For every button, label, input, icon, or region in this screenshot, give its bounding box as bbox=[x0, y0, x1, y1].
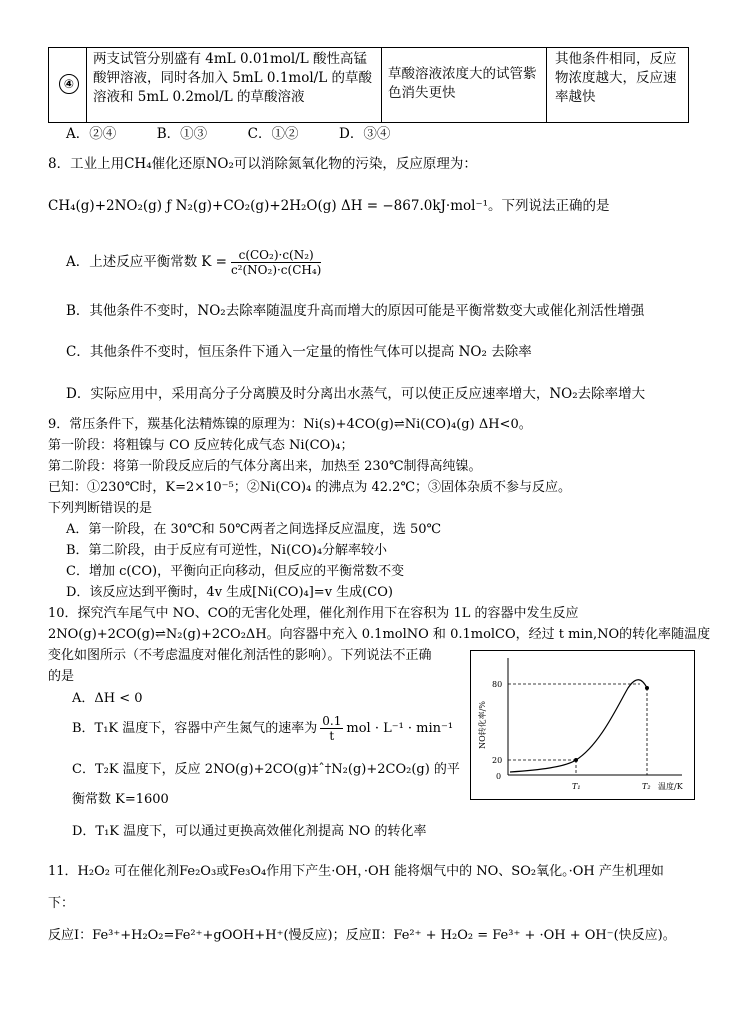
q9-option-a: A．第一阶段，在 30℃和 50℃两者之间选择反应温度，选 50℃ bbox=[66, 522, 442, 537]
q8-option-d: D．实际应用中，采用高分子分离膜及时分离出水蒸气，可以使正反应速率增大，NO₂去除率增大 bbox=[66, 386, 646, 402]
rate-denominator: t bbox=[329, 728, 335, 743]
q9-stage-one: 第一阶段：将粗镍与 CO 反应转化成气态 Ni(CO)₄； bbox=[48, 438, 354, 453]
graph-frame bbox=[471, 651, 695, 800]
fraction-numerator: c(CO₂)·c(N₂) bbox=[231, 248, 321, 263]
tick-80: 80 bbox=[492, 680, 503, 689]
q8-option-b: B．其他条件不变时，NO₂去除率随温度升高而增大的原因可能是平衡常数变大或催化剂活性增强 bbox=[66, 303, 645, 319]
q8-option-a bbox=[66, 242, 321, 282]
q10-stem-line2: 2NO(g)+2CO(g)⇌N₂(g)+2CO₂ΔH。向容器中充入 0.1molNO 和 0.1molCO，经过 t min,NO的转化率随温度 bbox=[48, 627, 711, 642]
tick-t2: T₂ bbox=[642, 782, 651, 791]
table-cell-conclusion: 其他条件相同，反应物浓度越大，反应速率越快 bbox=[555, 51, 677, 105]
q9-stem: 9．常压条件下，羰基化法精炼镍的原理为：Ni(s)+4CO(g)⇌Ni(CO)₄(g) ΔH<0。 bbox=[48, 417, 532, 432]
q8-a-prefix: A．上述反应平衡常数 bbox=[66, 254, 198, 270]
rate-numerator: 0.1 bbox=[322, 713, 342, 728]
q11-reactions: 反应Ⅰ：Fe³⁺+H₂O₂=Fe²⁺+gOOH+H⁺(慢反应)；反应Ⅱ：Fe²⁺ + H₂O₂ = Fe³⁺ + ·OH + OH⁻(快反应)。 bbox=[48, 928, 676, 943]
conversion-curve bbox=[510, 680, 647, 772]
q9-option-d: D．该反应达到平衡时，4v 生成[Ni(CO)₄]=v 生成(CO) bbox=[66, 585, 393, 600]
q10-option-b bbox=[72, 708, 453, 748]
tick-t1: T₁ bbox=[572, 782, 581, 791]
q10-b-prefix: B．T₁K 温度下，容器中产生氮气的速率为 bbox=[72, 720, 318, 736]
q10-option-c-line2: 衡常数 K=1600 bbox=[72, 792, 169, 807]
q10-option-a: A．ΔH < 0 bbox=[72, 691, 143, 706]
q10-stem-line1: 10．探究汽车尾气中 NO、CO的无害化处理，催化剂作用下在容积为 1L 的容器中发生反应 bbox=[48, 606, 579, 621]
q10-option-c-line1: C．T₂K 温度下，反应 2NO(g)+2CO(g)‡ˆ†N₂(g)+2CO₂(g) 的平 bbox=[72, 762, 460, 777]
q9-stage-two: 第二阶段：将第一阶段反应后的气体分离出来，加热至 230℃制得高纯镍。 bbox=[48, 459, 482, 474]
q8-a-k: K = bbox=[201, 254, 227, 270]
point-t1 bbox=[574, 758, 578, 762]
q10-option-d: D．T₁K 温度下，可以通过更换高效催化剂提高 NO 的转化率 bbox=[72, 824, 427, 839]
table-cell-phenomenon: 草酸溶液浓度大的试管紫色消失更快 bbox=[388, 66, 537, 101]
q8-equation: CH₄(g)+2NO₂(g) ƒ N₂(g)+CO₂(g)+2H₂O(g) ΔH = −867.0kJ·mol⁻¹。下列说法正确的是 bbox=[48, 198, 610, 214]
equilibrium-constant-fraction bbox=[231, 248, 321, 277]
q10-stem-line4: 的是 bbox=[48, 669, 75, 684]
no-conversion-graph bbox=[470, 650, 695, 800]
q11-stem-line1: 11．H₂O₂ 可在催化剂Fe₂O₃或Fe₃O₄作用下产生·OH，·OH 能将烟气中的 NO、SO₂氧化。·OH 产生机理如 bbox=[48, 864, 664, 879]
table-cell-procedure: 两支试管分别盛有 4mL 0.01mol/L 酸性高锰酸钾溶液，同时各加入 5mL 0.1mol/L 的草酸溶液和 5mL 0.2mol/L 的草酸溶液 bbox=[93, 51, 372, 105]
fraction-denominator: c²(NO₂)·c(CH₄) bbox=[230, 262, 322, 277]
q10-b-unit: mol · L⁻¹ · min⁻¹ bbox=[346, 720, 454, 736]
experiment-table-row bbox=[48, 47, 689, 123]
q9-option-b: B．第二阶段，由于反应有可逆性，Ni(CO)₄分解率较小 bbox=[66, 543, 388, 558]
q7-options: A．②④ B．①③ C．①② D．③④ bbox=[66, 126, 391, 142]
row-number: ④ bbox=[59, 74, 79, 94]
q9-question: 下列判断错误的是 bbox=[48, 501, 153, 516]
point-t2 bbox=[645, 686, 649, 690]
x-axis-label: 温度/K bbox=[658, 782, 683, 791]
tick-0: 0 bbox=[496, 772, 502, 781]
q9-option-c: C．增加 c(CO)，平衡向正向移动，但反应的平衡常数不变 bbox=[66, 564, 405, 579]
q8-option-c: C．其他条件不变时，恒压条件下通入一定量的惰性气体可以提高 NO₂ 去除率 bbox=[66, 344, 532, 360]
rate-fraction bbox=[320, 714, 343, 743]
q11-stem-line2: 下： bbox=[48, 896, 75, 911]
y-axis-label: NO转化率/% bbox=[478, 701, 487, 749]
q9-known: 已知：①230℃时，K=2×10⁻⁵；②Ni(CO)₄ 的沸点为 42.2℃；③固体杂质不参与反应。 bbox=[48, 480, 571, 495]
tick-20: 20 bbox=[492, 756, 503, 765]
q10-stem-line3: 变化如图所示（不考虑温度对催化剂活性的影响）。下列说法不正确 bbox=[48, 648, 432, 663]
q8-stem: 8．工业上用CH₄催化还原NO₂可以消除氮氧化物的污染，反应原理为： bbox=[48, 156, 477, 172]
